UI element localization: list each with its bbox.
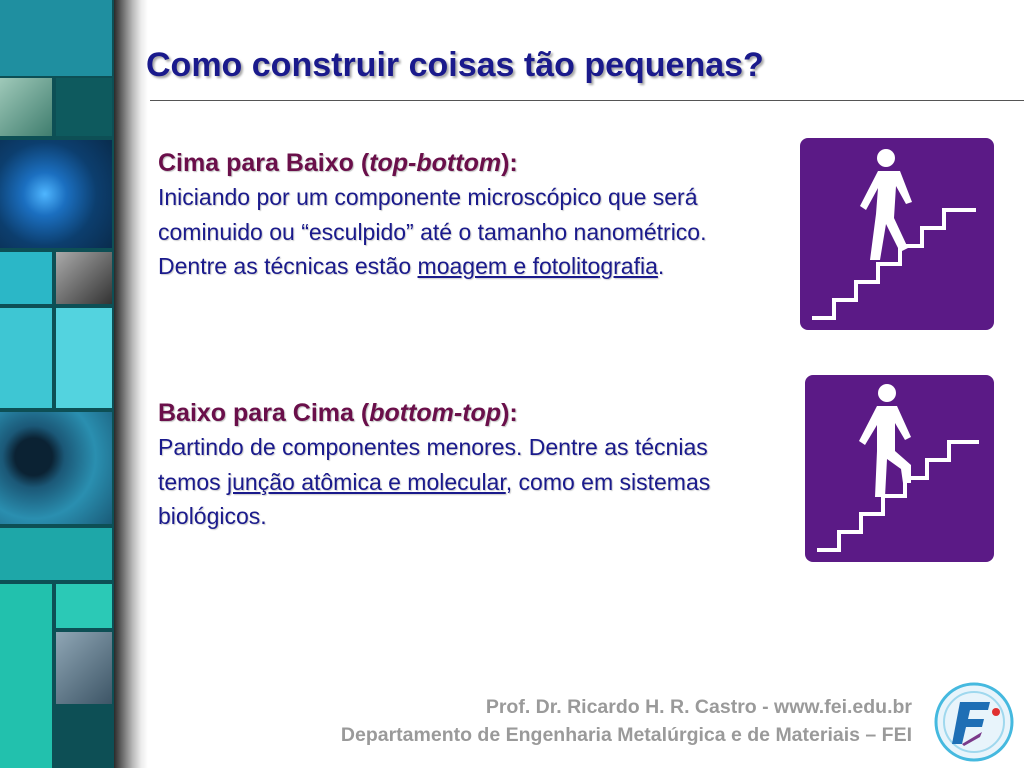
heading-text: Cima para Baixo ( <box>158 149 370 177</box>
mosaic-tile <box>0 412 112 524</box>
slide-title: Como construir coisas tão pequenas? <box>146 46 764 84</box>
heading-emphasis: top-bottom <box>369 149 502 177</box>
mosaic-tile <box>0 308 52 408</box>
person-ascending-stairs-icon <box>805 375 994 562</box>
heading-text: ): <box>501 399 518 427</box>
footer-department: Departamento de Engenharia Metalúrgica e de Materiais – FEI <box>340 724 912 746</box>
person-descending-stairs-icon <box>800 138 994 330</box>
bottom-up-section <box>158 396 758 534</box>
mosaic-tile <box>56 308 112 408</box>
mosaic-tile <box>56 632 112 704</box>
mosaic-tile <box>56 78 112 136</box>
mosaic-tile <box>56 708 112 768</box>
bottom-up-techniques-link[interactable]: junção atômica e molecular <box>227 468 506 495</box>
footer-author: Prof. Dr. Ricardo H. R. Castro - www.fei.edu.br <box>485 696 912 718</box>
mosaic-tile <box>56 584 112 628</box>
top-down-heading <box>158 146 758 180</box>
top-down-section <box>158 146 758 284</box>
bottom-up-heading <box>158 396 758 430</box>
description-text: , como em sistemas biológicos. <box>158 468 711 529</box>
mosaic-tile <box>0 140 112 248</box>
fei-logo-icon <box>934 682 1014 762</box>
heading-text: ): <box>501 149 518 177</box>
top-down-description <box>158 180 758 284</box>
mosaic-tile <box>0 0 112 76</box>
mosaic-tile <box>0 528 112 580</box>
heading-text: Baixo para Cima ( <box>158 399 370 427</box>
description-text: Partindo de componentes menores. Dentre as técnias temos <box>158 434 708 495</box>
mosaic-tile <box>56 252 112 304</box>
decorative-sidebar-mosaic <box>0 0 130 768</box>
description-text: . <box>657 253 665 279</box>
bottom-up-description <box>158 430 758 534</box>
sidebar-shadow <box>114 0 148 768</box>
mosaic-tile <box>0 252 52 304</box>
mosaic-tile <box>0 584 52 768</box>
description-text: Iniciando por um componente microscópico que será cominuido ou “esculpido” até o tamanho nanométrico. Dentre as técnicas estão <box>158 184 707 279</box>
top-down-techniques-link[interactable]: moagem e fotolitografia <box>417 253 658 279</box>
title-divider <box>150 100 1024 101</box>
heading-emphasis: bottom-top <box>369 399 502 427</box>
mosaic-tile <box>0 78 52 136</box>
